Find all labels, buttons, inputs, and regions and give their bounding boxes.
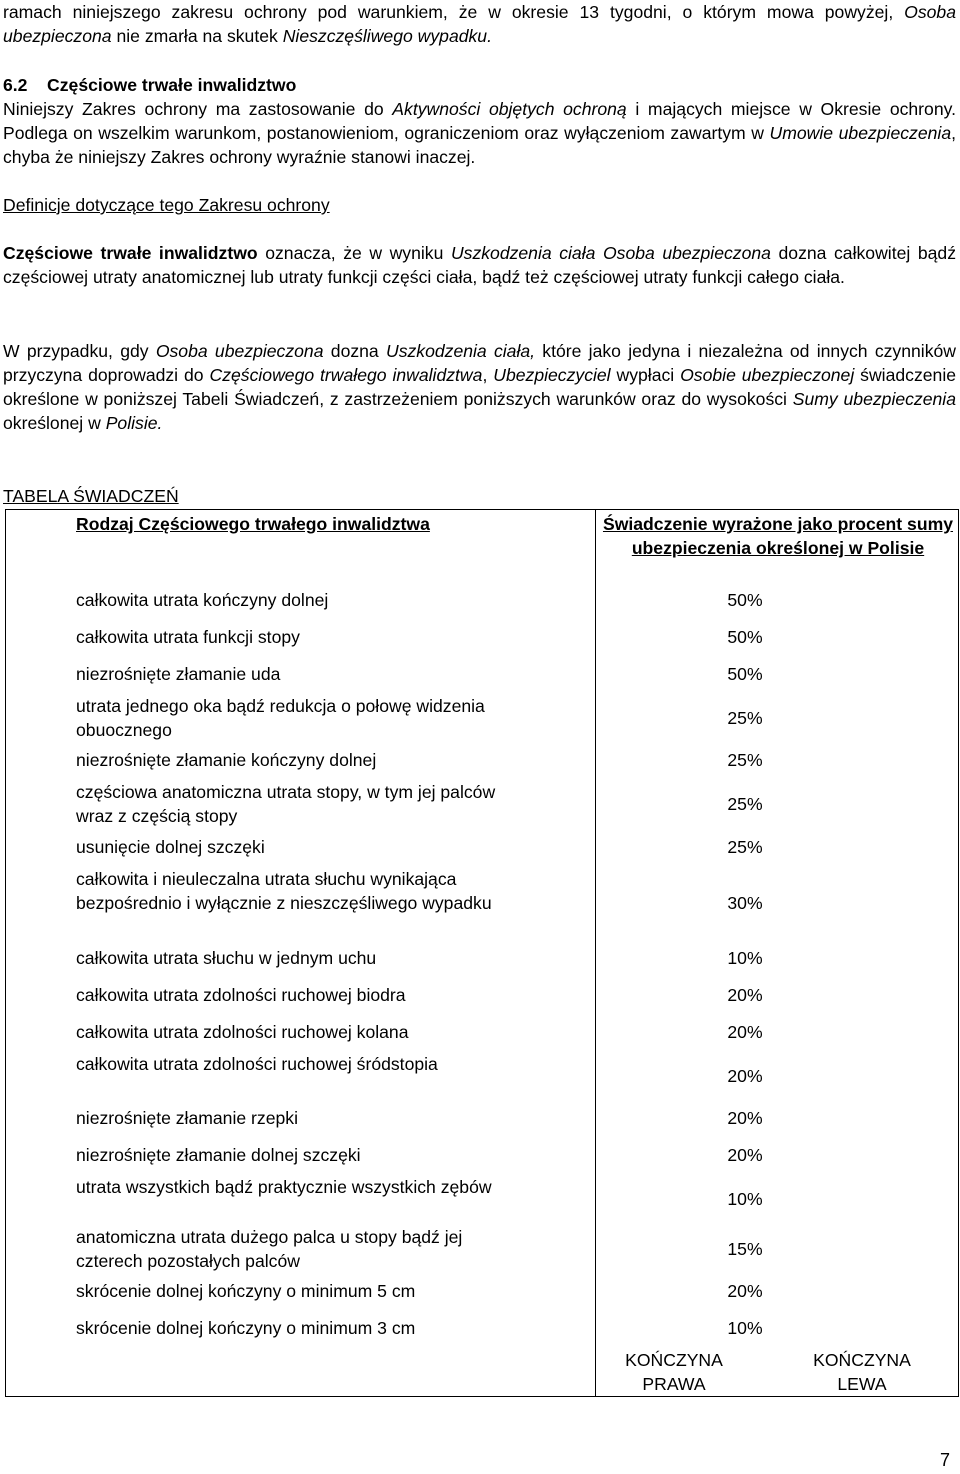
intro-text-italic-1: Osoba ubezpieczona [3, 2, 956, 46]
p2-italic-5: Osobie ubezpieczonej [680, 365, 855, 385]
table-row-value: 20% [727, 1066, 763, 1086]
p2-text-f: świadczenie określone w poniższej Tabeli Świadczeń, z zastrzeżeniem poniższych warunków oraz do wysokości [3, 365, 957, 409]
p2-italic-3: Częściowego trwałego inwalidztwa [209, 365, 483, 385]
table-row-label: całkowita i nieuleczalna utrata słuchu wynikająca bezpośrednio i wyłącznie z nieszczęśliwego wypadku [76, 869, 492, 913]
intro-text-italic-2: Nieszczęśliwego wypadku. [282, 26, 492, 46]
page-number: 7 [939, 1450, 950, 1470]
p2-italic-1: Osoba ubezpieczona [155, 341, 324, 361]
benefits-table [5, 509, 959, 1397]
p2-text-a: W przypadku, gdy [3, 341, 156, 361]
table-row-value: 15% [727, 1239, 763, 1259]
table-row-label: całkowita utrata zdolności ruchowej śródstopia [76, 1054, 438, 1074]
section-number: 6.2 [3, 75, 28, 95]
table-row-value: 20% [727, 1022, 763, 1042]
section-text-b: i mających miejsce w Okresie ochrony. Podlega on wszelkim warunkom, postanowieniom, ograniczeniom oraz wyłączeniom zawartym w [3, 99, 956, 143]
table-row-label: częściowa anatomiczna utrata stopy, w tym jej palców wraz z częścią stopy [76, 782, 496, 826]
table-row-value: 20% [727, 1145, 763, 1165]
table-caption: TABELA ŚWIADCZEŃ [3, 486, 179, 506]
p2-italic-7: Polisie. [105, 413, 163, 433]
section-title: Częściowe trwałe inwalidztwo [47, 75, 297, 95]
definition-text-italic: Uszkodzenia ciała Osoba ubezpieczona [450, 243, 771, 263]
definition-text-b: dozna całkowitej bądź częściowej utraty anatomicznej lub utraty funkcji części ciała, bądź też częściowej utraty funkcji całego ciała. [3, 243, 956, 287]
intro-text-a: ramach niniejszego zakresu ochrony pod warunkiem, że w okresie 13 tygodni, o którym mowa powyżej, [3, 2, 905, 22]
table-row-label: niezrośnięte złamanie rzepki [76, 1108, 298, 1128]
p2-text-e: wypłaci [610, 365, 681, 385]
section-text-italic-2: Umowie ubezpieczenia [769, 123, 952, 143]
table-row-label: skrócenie dolnej kończyny o minimum 3 cm [76, 1318, 416, 1338]
table-row-value: 10% [727, 948, 763, 968]
table-row-value: 50% [727, 590, 763, 610]
table-row-value: 25% [727, 708, 763, 728]
definition-term: Częściowe trwałe inwalidztwo [3, 243, 258, 263]
table-row-label: całkowita utrata kończyny dolnej [76, 590, 329, 610]
table-row-value: 20% [727, 1108, 763, 1128]
section-heading [3, 73, 296, 97]
table-row-label: anatomiczna utrata dużego palca u stopy bądź jej czterech pozostałych palców [76, 1227, 463, 1271]
section-paragraph [3, 97, 956, 169]
table-row-label: niezrośnięte złamanie uda [76, 664, 281, 684]
intro-paragraph [3, 0, 956, 48]
section-text-a: Niniejszy Zakres ochrony ma zastosowanie do [3, 99, 393, 119]
table-row-value: 20% [727, 985, 763, 1005]
table-row-label: utrata wszystkich bądź praktycznie wszystkich zębów [76, 1177, 492, 1197]
p2-italic-2: Uszkodzenia ciała, [385, 341, 536, 361]
benefit-paragraph [3, 339, 956, 435]
table-row-label: skrócenie dolnej kończyny o minimum 5 cm [76, 1281, 416, 1301]
table-row-value: 25% [727, 837, 763, 857]
definition-text-a: oznacza, że w wyniku [257, 243, 451, 263]
table-row-label: niezrośnięte złamanie kończyny dolnej [76, 750, 377, 770]
table-row-label: całkowita utrata zdolności ruchowej biodra [76, 985, 406, 1005]
table-row-label: całkowita utrata funkcji stopy [76, 627, 300, 647]
definitions-heading: Definicje dotyczące tego Zakresu ochrony [3, 195, 330, 215]
p2-text-d: , [482, 365, 494, 385]
table-row-label: usunięcie dolnej szczęki [76, 837, 265, 857]
intro-text-b: nie zmarła na skutek [111, 26, 283, 46]
table-header-benefit: Świadczenie wyrażone jako procent sumy ubezpieczenia określonej w Polisie [602, 514, 954, 558]
table-row-label: całkowita utrata zdolności ruchowej kolana [76, 1022, 409, 1042]
p2-text-c: które jako jedyna i niezależna od innych czynników przyczyna doprowadzi do [3, 341, 956, 385]
table-row-value: 25% [727, 794, 763, 814]
p2-italic-4: Ubezpieczyciel [493, 365, 611, 385]
p2-italic-6: Sumy ubezpieczenia [792, 389, 956, 409]
table-row-label: utrata jednego oka bądź redukcja o połowę widzenia obuocznego [76, 696, 485, 740]
table-row-value: 25% [727, 750, 763, 770]
table-row-label: niezrośnięte złamanie dolnej szczęki [76, 1145, 361, 1165]
table-row-value: 50% [727, 664, 763, 684]
table-row-value: 10% [727, 1318, 763, 1338]
table-row-value: 50% [727, 627, 763, 647]
footer-left-limb: KOŃCZYNA LEWA [813, 1350, 911, 1394]
definition-paragraph [3, 241, 956, 289]
p2-text-g: określonej w [3, 413, 106, 433]
table-divider [595, 510, 596, 1396]
table-header-type: Rodzaj Częściowego trwałego inwalidztwa [76, 514, 430, 534]
table-row-value: 20% [727, 1281, 763, 1301]
section-text-c: , chyba że niniejszy Zakres ochrony wyraźnie stanowi inaczej. [3, 123, 956, 167]
footer-right-limb: KOŃCZYNA PRAWA [625, 1350, 723, 1394]
table-row-label: całkowita utrata słuchu w jednym uchu [76, 948, 377, 968]
table-row-value: 10% [727, 1189, 763, 1209]
section-text-italic-1: Aktywności objętych ochroną [392, 99, 627, 119]
table-row-value: 30% [727, 893, 763, 913]
p2-text-b: dozna [323, 341, 386, 361]
